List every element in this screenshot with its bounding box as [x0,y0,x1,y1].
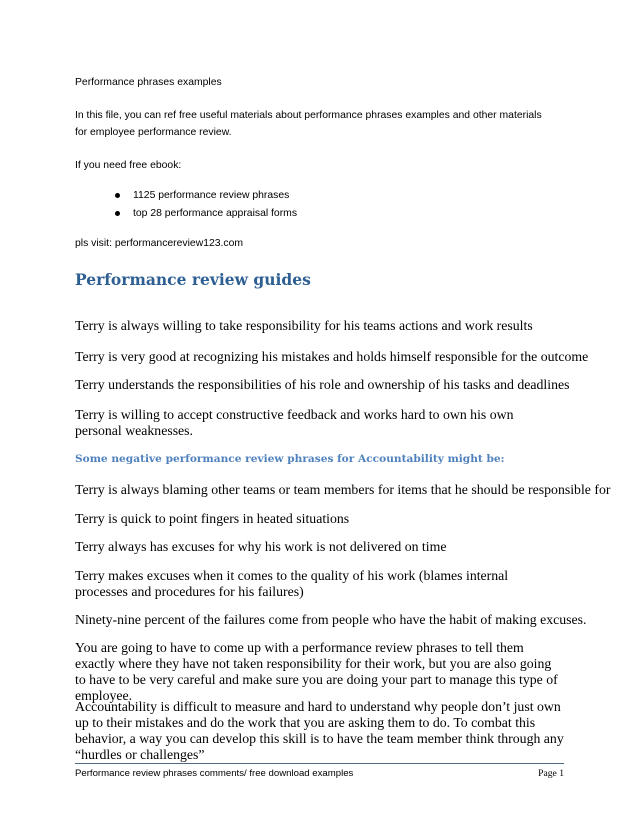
positive-phrase: Terry understands the responsibilities of his role and ownership of his tasks and deadlines [75,377,570,392]
negative-phrase: Terry is quick to point fingers in heated situations [75,511,350,526]
ebook-item-label: top 28 performance appraisal forms [133,208,298,219]
body-paragraph: You are going to have to come up with a performance review phrases to tell them exactly where they have not taken responsibility for their work, but you are also going to have to be very careful and make sure you are doing your part to manage this type of employee. [75,640,558,703]
bullet-icon [115,211,120,216]
negative-phrase: Terry is always blaming other teams or team members for items that he should be responsible for [75,482,611,497]
ebook-item-label: 1125 performance review phrases [133,190,290,201]
footer-divider [75,763,564,764]
footer-title: Performance review phrases comments/ free download examples [75,768,354,779]
positive-phrase: Terry is always willing to take responsibility for his teams actions and work results [75,318,533,333]
body-paragraph: Ninety-nine percent of the failures come from people who have the habit of making excuses. [75,612,587,627]
document-title: Performance phrases examples [75,77,222,88]
positive-phrase: Terry is willing to accept constructive feedback and works hard to own his own personal weaknesses. [75,407,514,438]
ebook-list-item [115,187,297,205]
ebook-prompt: If you need free ebook: [75,160,182,171]
ebook-list [115,187,297,223]
positive-phrase: Terry is very good at recognizing his mistakes and holds himself responsible for the outcome [75,349,589,364]
page-number: Page 1 [538,768,564,779]
negative-phrase: Terry makes excuses when it comes to the quality of his work (blames internal processes and procedures for his failures) [75,568,509,599]
intro-description-line-1: In this file, you can ref free useful materials about performance phrases examples and other materials [75,110,542,121]
section-heading: Performance review guides [75,270,311,289]
negative-heading: Some negative performance review phrases for Accountability might be: [75,453,505,465]
visit-link-text[interactable]: pls visit: performancereview123.com [75,238,244,249]
body-paragraph: Accountability is difficult to measure and hard to understand why people don’t just own up to their mistakes and do the work that you are asking them to do. To combat this behavior, a way you can develop this skill is to have the team member think through any “hurdles or challenges” [75,699,564,762]
bullet-icon [115,193,120,198]
negative-phrase: Terry always has excuses for why his work is not delivered on time [75,539,447,554]
intro-description-line-2: for employee performance review. [75,127,232,138]
ebook-list-item [115,205,297,223]
